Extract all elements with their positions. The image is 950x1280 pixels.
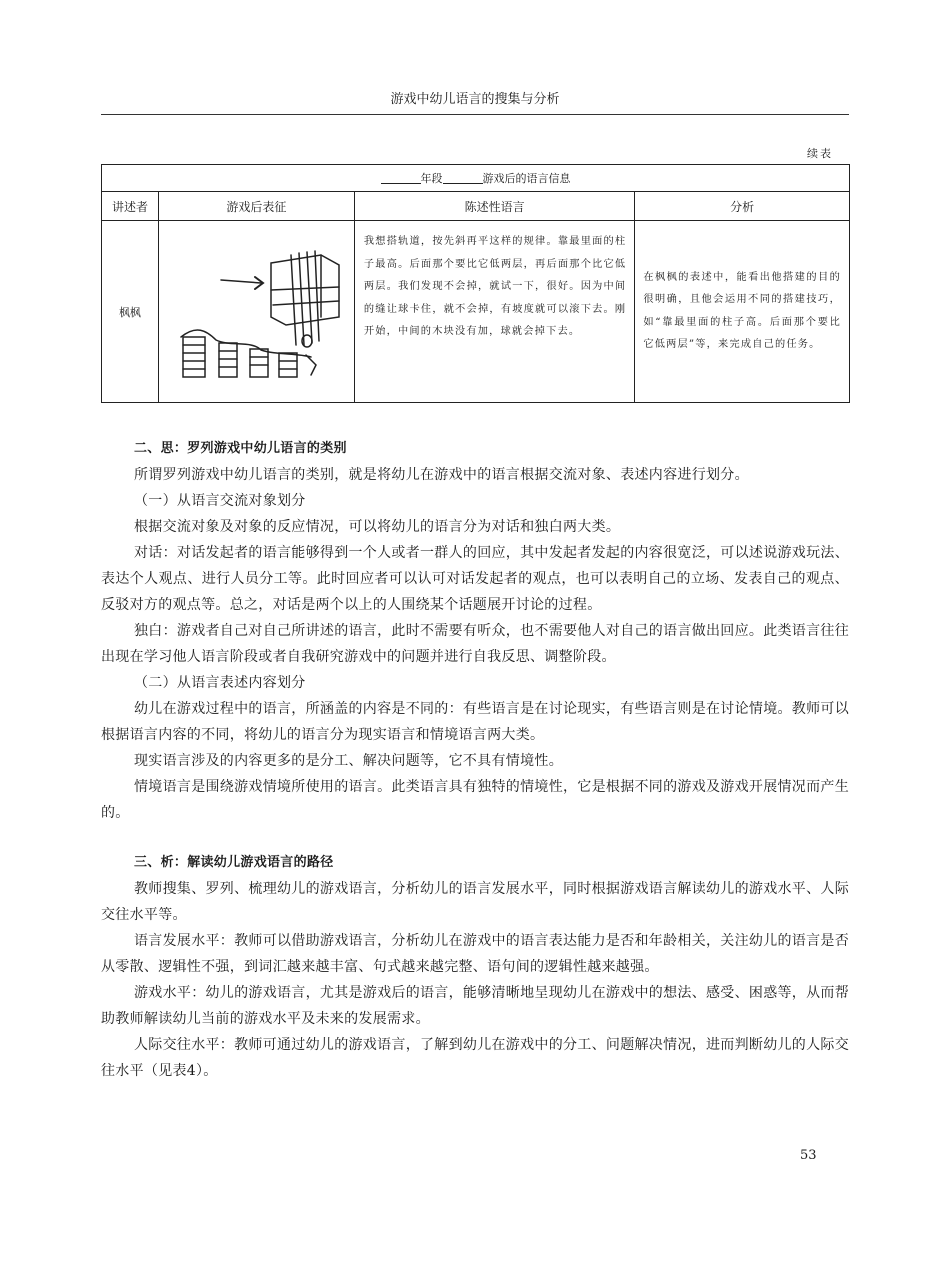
paragraph: 幼儿在游戏过程中的语言，所涵盖的内容是不同的：有些语言是在讨论现实，有些语言则是在讨论情境。教师可以根据语言内容的不同，将幼儿的语言分为现实语言和情境语言两大类。 [101,701,849,743]
section-heading-3: 三、析：解读幼儿游戏语言的路径 [134,855,334,870]
article-body [101,436,849,1084]
col-header-analysis: 分析 [635,192,850,221]
paragraph: 独白：游戏者自己对自己所讲述的语言，此时不需要有听众，也不需要他人对自己的语言做出回应。此类语言往往出现在学习他人语言阶段或者自我研究游戏中的问题并进行自我反思、调整阶段。 [101,623,849,665]
paragraph: 所谓罗列游戏中幼儿语言的类别，就是将幼儿在游戏中的语言根据交流对象、表述内容进行划分。 [134,467,749,483]
blank-line [381,171,421,184]
analysis-cell: 在枫枫的表述中，能看出他搭建的目的很明确，且他会运用不同的搭建技巧，如“靠最里面的柱子高。后面那个要比它低两层”等，来完成自己的任务。 [635,221,850,403]
paragraph: 根据交流对象及对象的反应情况，可以将幼儿的语言分为对话和独白两大类。 [134,519,621,535]
blank-line [443,171,483,184]
col-header-representation: 游戏后表征 [158,192,354,221]
subheading: （二）从语言表述内容划分 [134,675,306,691]
statement-cell: 我想搭轨道，按先斜再平这样的规律。靠最里面的柱子最高。后面那个要比它低两层，再后面那个比它低两层。我们发现不会掉，就试一下，很好。因为中间的缝让球卡住，就不会掉，有坡度就可以滚下去。刚开始，中间的木块没有加，球就会掉下去。 [354,221,634,403]
paragraph: 语言发展水平：教师可以借助游戏语言，分析幼儿在游戏中的语言表达能力是否和年龄相关，关注幼儿的语言是否从零散、逻辑性不强，到词汇越来越丰富、句式越来越完整、语句间的逻辑性越来越强。 [101,933,849,975]
paragraph: 对话：对话发起者的语言能够得到一个人或者一群人的回应，其中发起者发起的内容很宽泛，可以述说游戏玩法、表达个人观点、进行人员分工等。此时回应者可以认可对话发起者的观点，也可以表明自己的立场、发表自己的观点、反驳对方的观点等。总之，对话是两个以上的人围绕某个话题展开讨论的过程。 [101,545,849,613]
title-info: 游戏后的语言信息 [482,172,571,185]
section-heading-2: 二、思：罗列游戏中幼儿语言的类别 [134,441,347,456]
paragraph: 游戏水平：幼儿的游戏语言，尤其是游戏后的语言，能够清晰地呈现幼儿在游戏中的想法、感受、困惑等，从而帮助教师解读幼儿当前的游戏水平及未来的发展需求。 [101,985,849,1027]
running-header: 游戏中幼儿语言的搜集与分析 [101,90,849,115]
page-number: 53 [800,1148,817,1163]
col-header-speaker: 讲述者 [102,192,159,221]
drawing-cell [158,221,354,403]
paragraph: 教师搜集、罗列、梳理幼儿的游戏语言，分析幼儿的语言发展水平，同时根据游戏语言解读幼儿的游戏水平、人际交往水平等。 [101,881,849,923]
col-header-statement: 陈述性语言 [354,192,634,221]
paragraph: 情境语言是围绕游戏情境所使用的语言。此类语言具有独特的情境性，它是根据不同的游戏及游戏开展情况而产生的。 [101,779,849,821]
paragraph: 现实语言涉及的内容更多的是分工、解决问题等，它不具有情境性。 [134,753,563,769]
table-continued-label: 续表 [807,147,833,160]
child-drawing-sketch [161,225,351,395]
language-info-table [101,164,850,403]
subheading: （一）从语言交流对象划分 [134,493,306,509]
table-title [102,165,850,192]
paragraph: 人际交往水平：教师可通过幼儿的游戏语言，了解到幼儿在游戏中的分工、问题解决情况，进而判断幼儿的人际交往水平（见表4）。 [101,1037,849,1079]
title-grade: 年段 [420,172,443,185]
speaker-cell: 枫枫 [102,221,159,403]
